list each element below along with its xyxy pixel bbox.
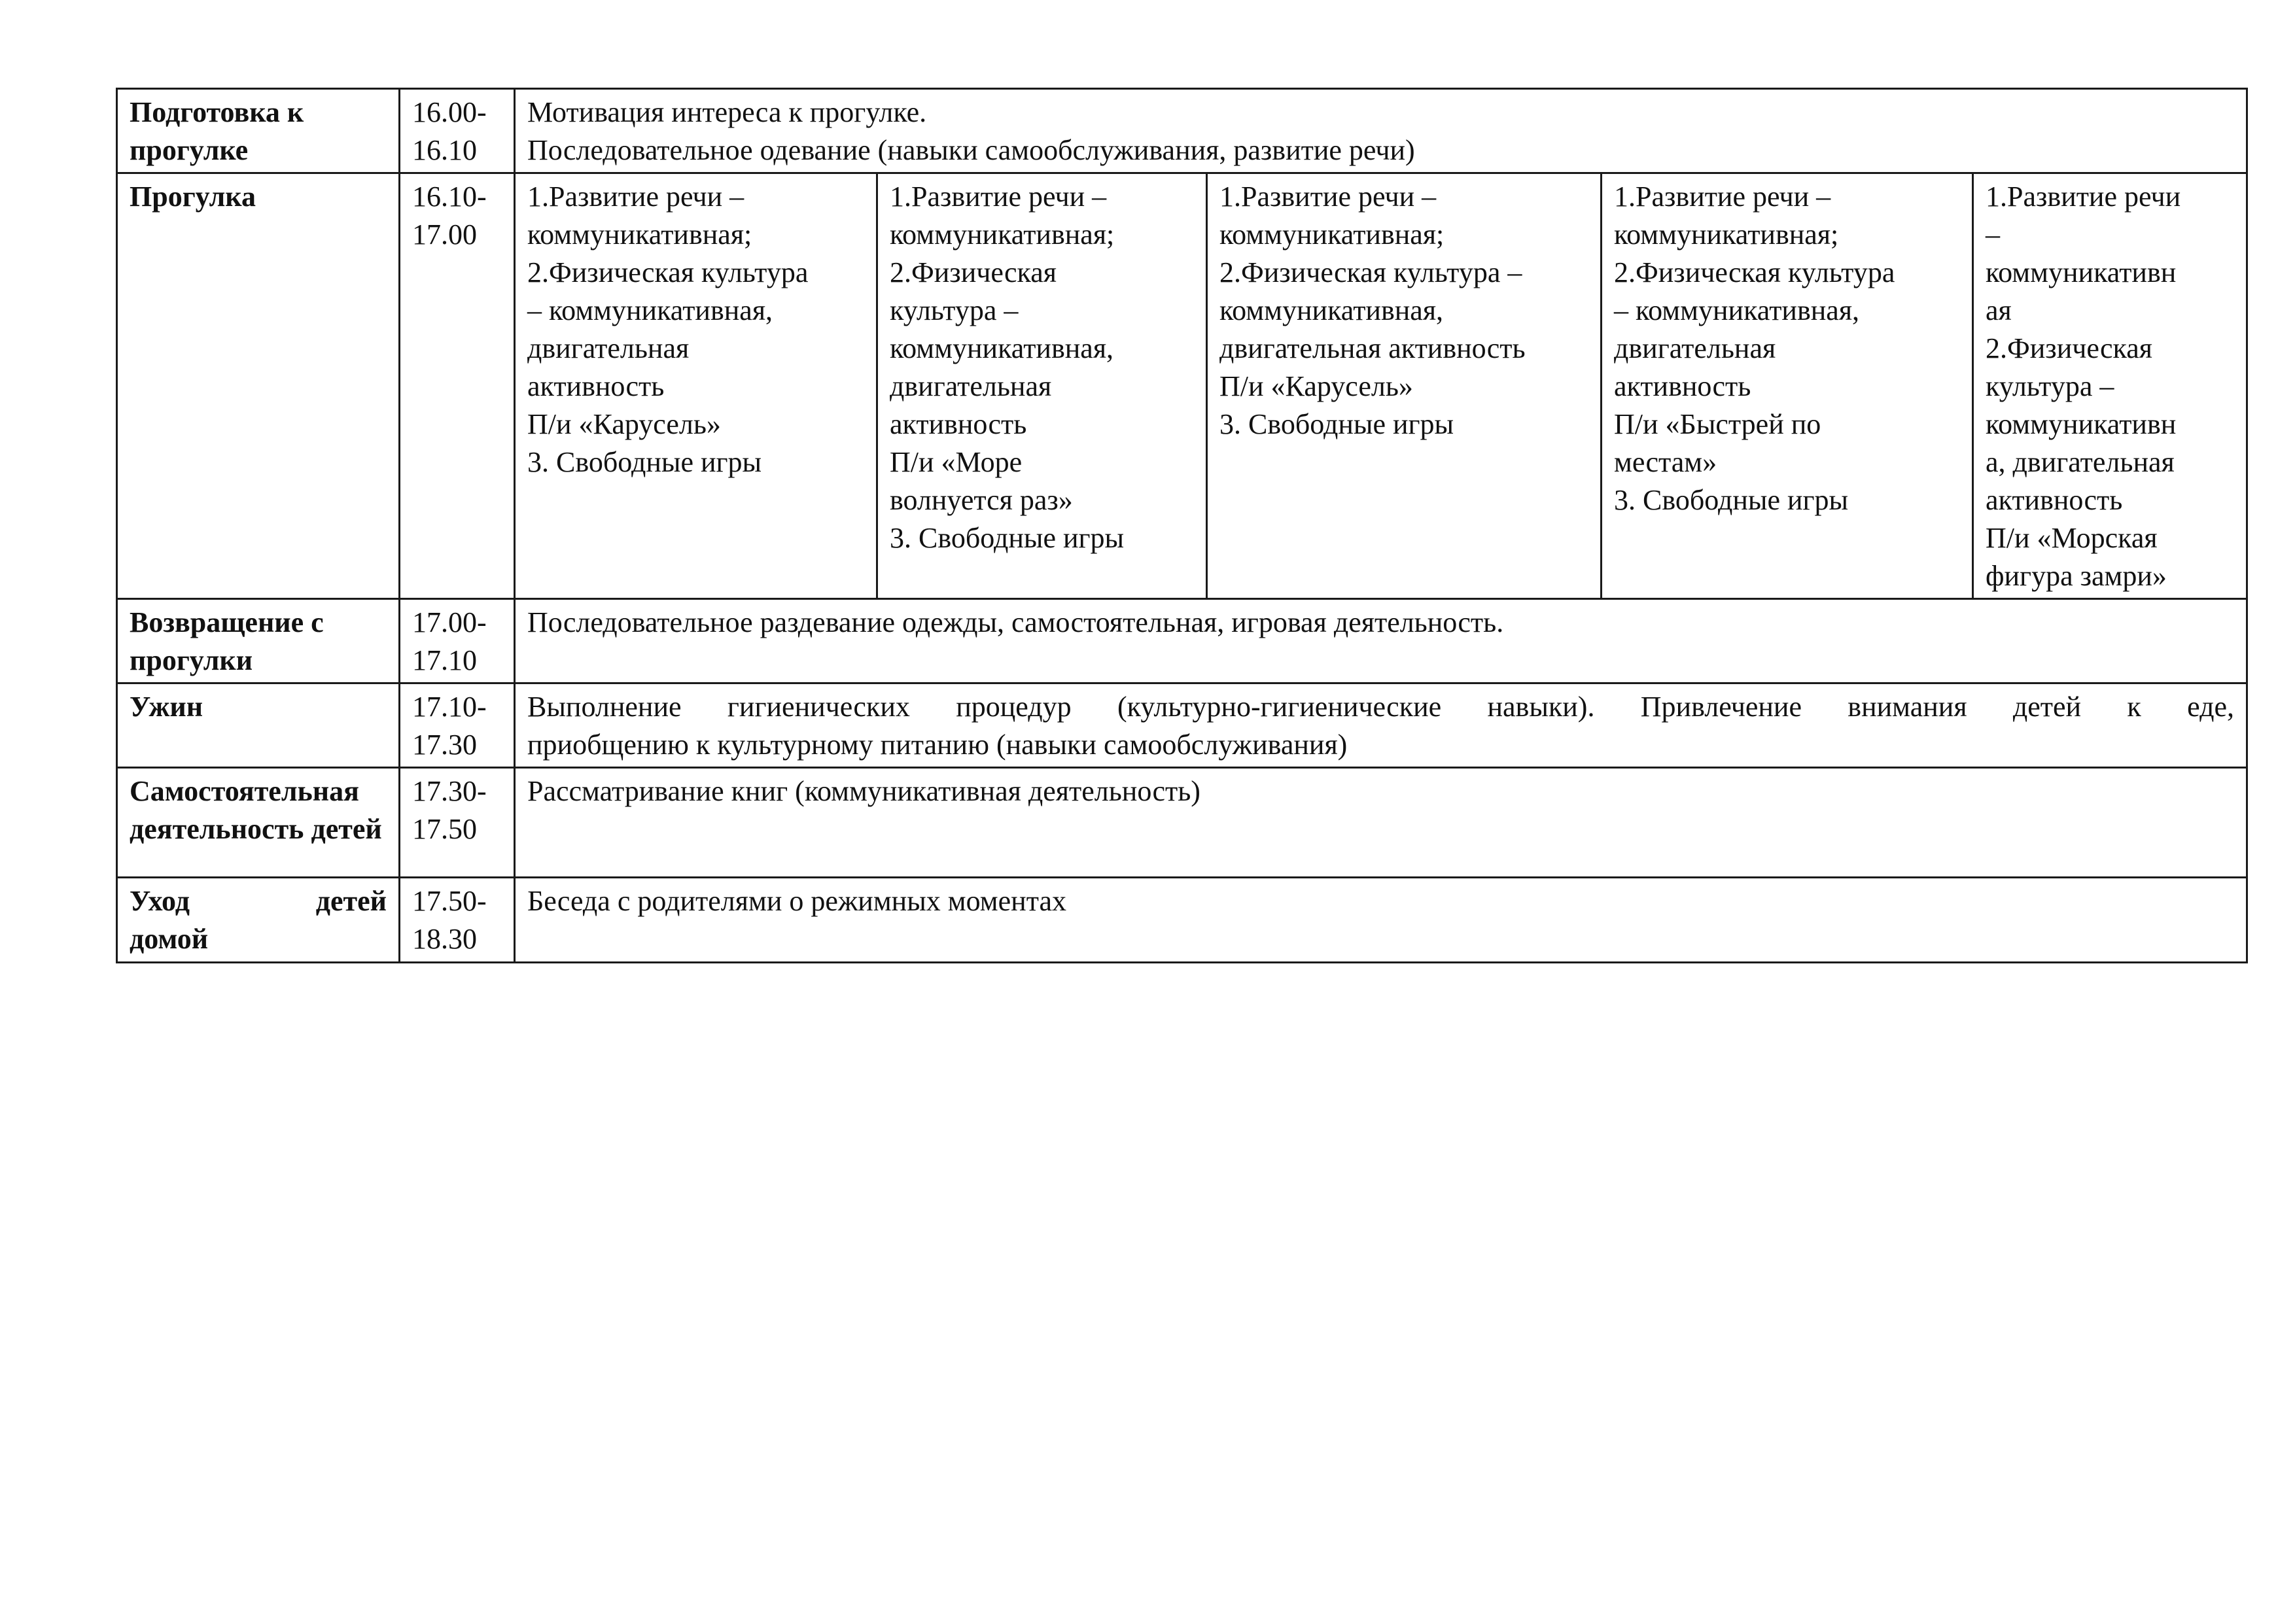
time-range: 17.50- 18.30 xyxy=(400,878,515,963)
day-plan-2: 1.Развитие речи – коммуникативная; 2.Физическая культура – коммуникативная, двигательная активность П/и «Море волнуется раз» 3. Свободные игры xyxy=(877,173,1207,599)
evening-schedule-table xyxy=(116,88,2248,963)
activity-label: Уход детей домой xyxy=(117,878,400,963)
table-row xyxy=(117,768,2247,878)
activity-description: Мотивация интереса к прогулке. Последовательное одевание (навыки самообслуживания, развитие речи) xyxy=(515,89,2247,173)
time-range: 16.00- 16.10 xyxy=(400,89,515,173)
time-range: 17.10- 17.30 xyxy=(400,683,515,768)
day-plan-5: 1.Развитие речи – коммуникативн ая 2.Физическая культура – коммуникативн а, двигательная активность П/и «Морская фигура замри» xyxy=(1973,173,2247,599)
activity-label: Ужин xyxy=(117,683,400,768)
activity-description: Рассматривание книг (коммуникативная деятельность) xyxy=(515,768,2247,878)
table-row xyxy=(117,599,2247,683)
activity-description: Беседа с родителями о режимных моментах xyxy=(515,878,2247,963)
activity-description: Последовательное раздевание одежды, самостоятельная, игровая деятельность. xyxy=(515,599,2247,683)
time-range: 17.00- 17.10 xyxy=(400,599,515,683)
time-range: 16.10- 17.00 xyxy=(400,173,515,599)
day-plan-4: 1.Развитие речи – коммуникативная; 2.Физическая культура – коммуникативная, двигательная активность П/и «Быстрей по местам» 3. Свободные игры xyxy=(1602,173,1973,599)
activity-label: Прогулка xyxy=(117,173,400,599)
activity-description: Выполнение гигиенических процедур (культурно-гигиенические навыки). Привлечение внимания детей к еде, приобщению к культурному питанию (навыки самообслуживания) xyxy=(515,683,2247,768)
day-plan-3: 1.Развитие речи – коммуникативная; 2.Физическая культура – коммуникативная, двигательная активность П/и «Карусель» 3. Свободные игры xyxy=(1207,173,1602,599)
activity-label: Возвращение с прогулки xyxy=(117,599,400,683)
activity-label: Подготовка к прогулке xyxy=(117,89,400,173)
table-row xyxy=(117,89,2247,173)
table-row xyxy=(117,173,2247,599)
day-plan-1: 1.Развитие речи – коммуникативная; 2.Физическая культура – коммуникативная, двигательная активность П/и «Карусель» 3. Свободные игры xyxy=(515,173,877,599)
time-range: 17.30- 17.50 xyxy=(400,768,515,878)
activity-label: Самостоятельная деятельность детей xyxy=(117,768,400,878)
table-row xyxy=(117,683,2247,768)
table-row xyxy=(117,878,2247,963)
